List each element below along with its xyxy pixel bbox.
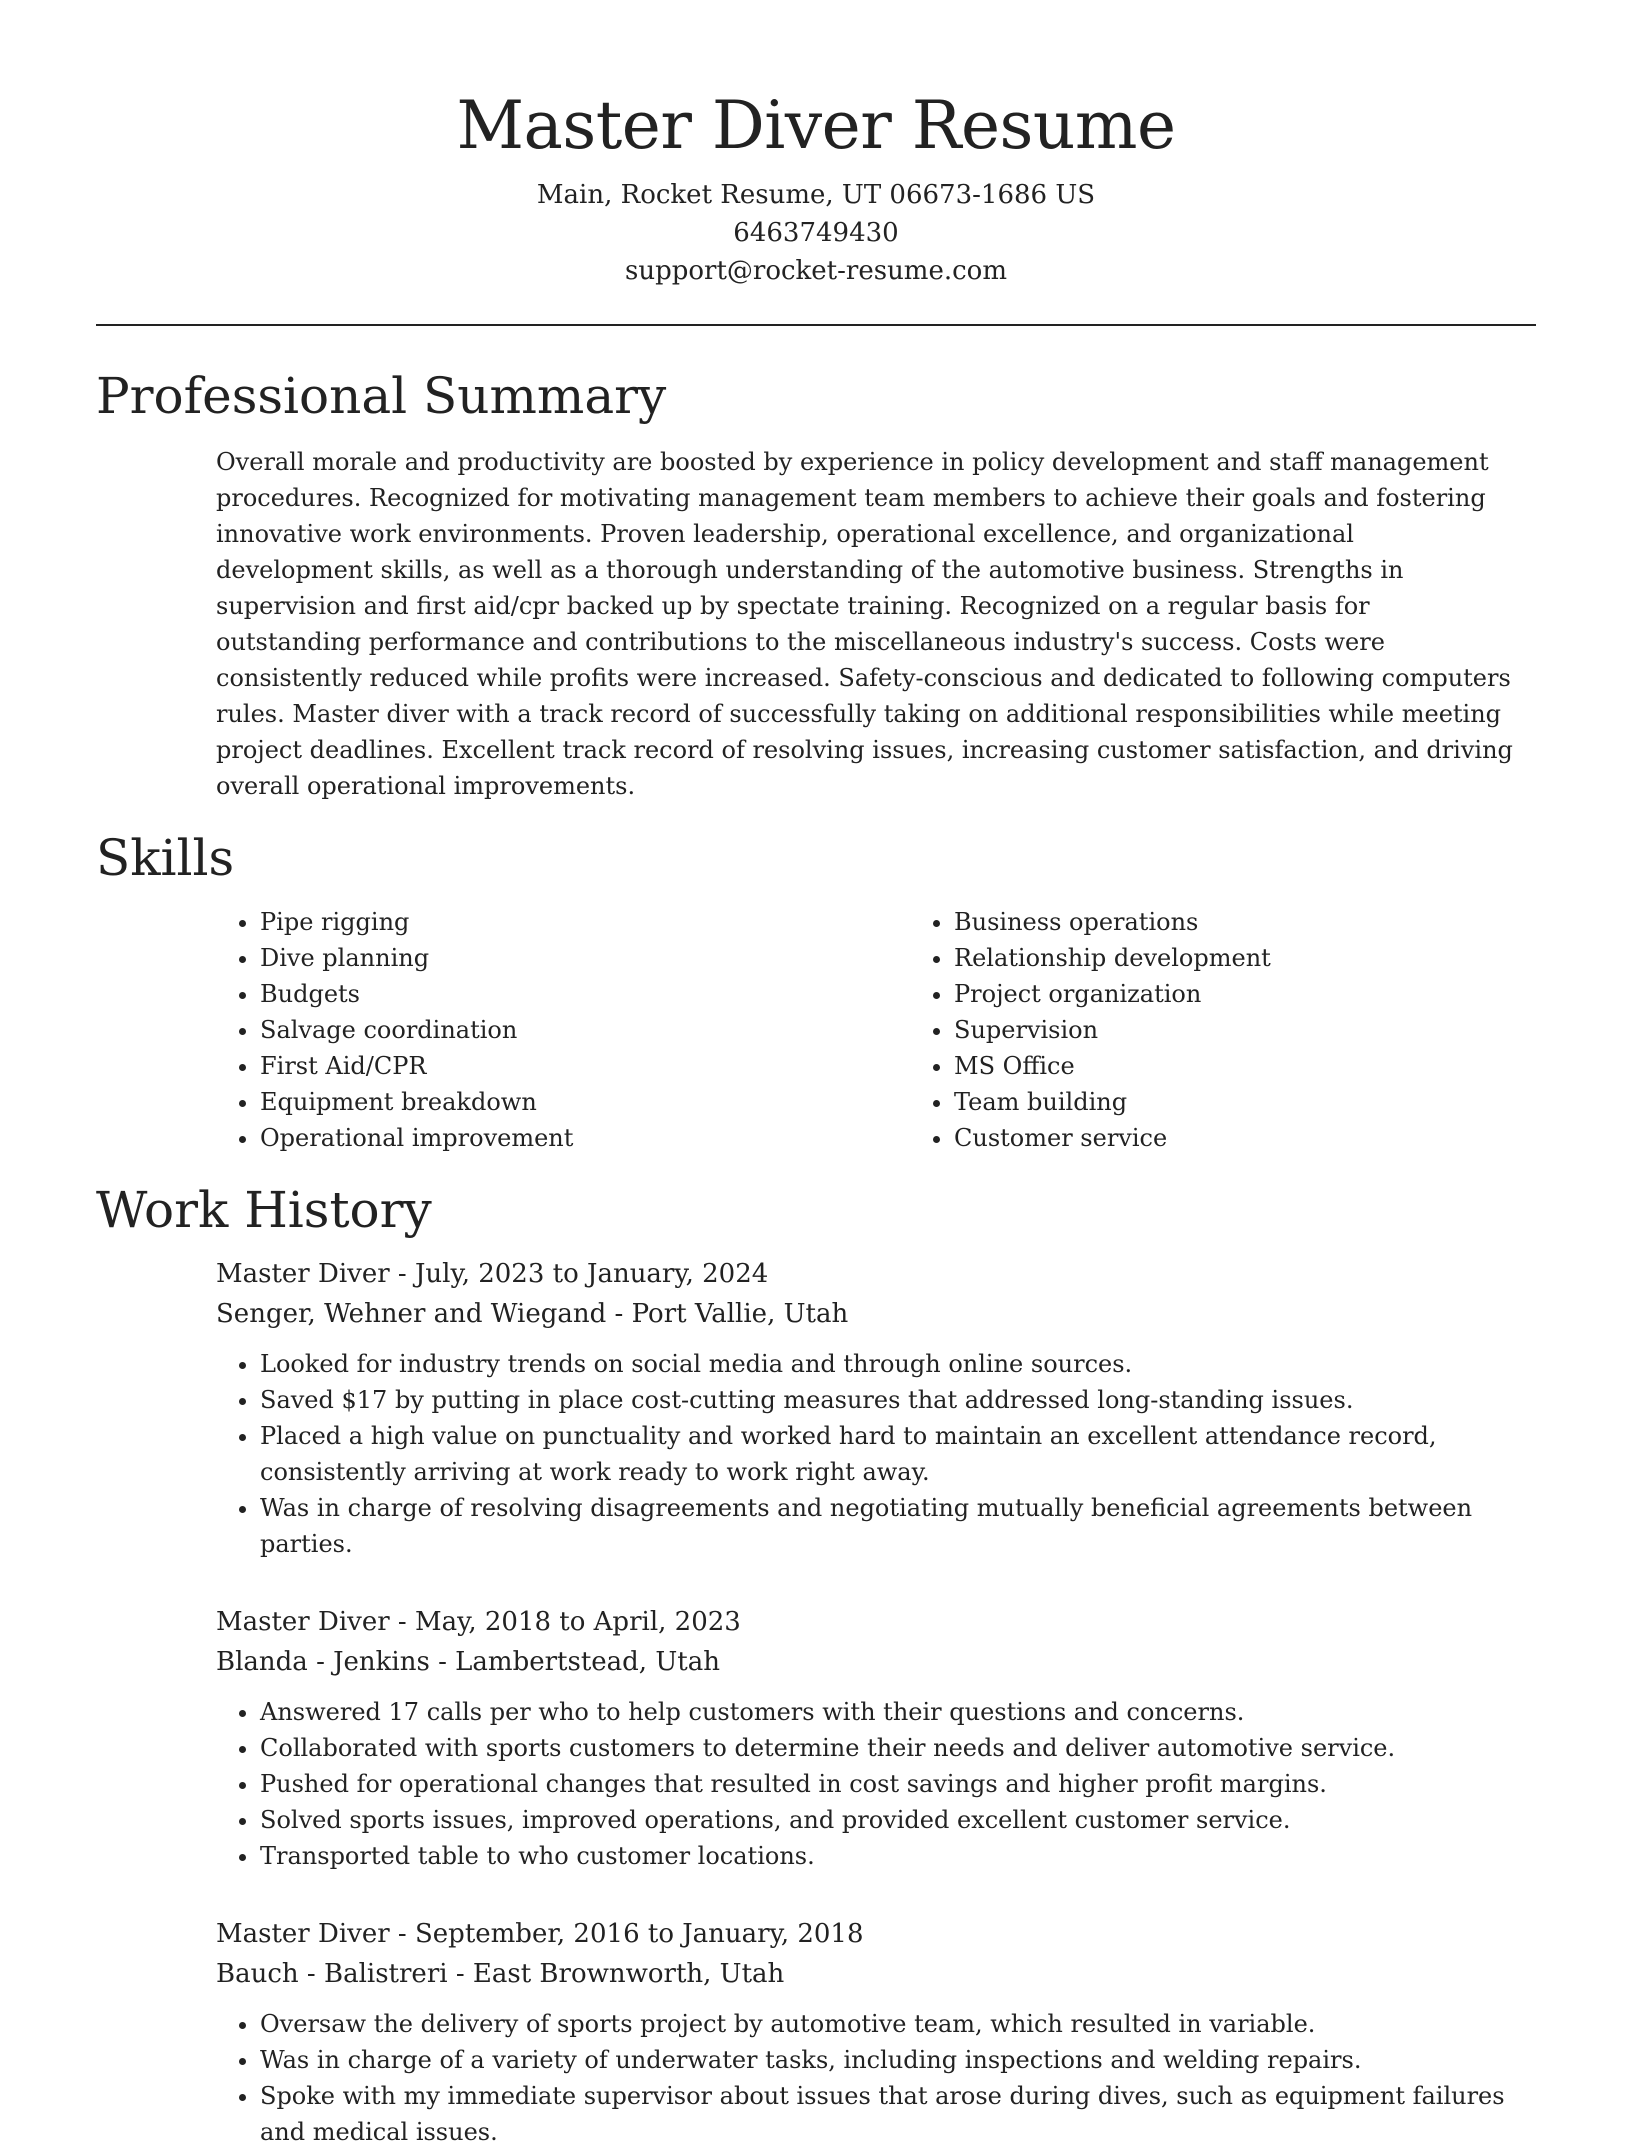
skill-item: • Dive planning: [260, 940, 910, 976]
skill-item: • Equipment breakdown: [260, 1084, 910, 1120]
job-title: Master Diver - September, 2016 to January, 2018: [216, 1919, 864, 1949]
job-bullets: [216, 1694, 1536, 1874]
skills-columns: [216, 904, 1536, 1156]
skill-item: • Customer service: [954, 1120, 1271, 1156]
job-bullet: • Oversaw the delivery of sports project by automotive team, which resulted in variable.: [260, 2006, 1536, 2042]
skill-item: • MS Office: [954, 1048, 1271, 1084]
job-bullet: • Placed a high value on punctuality and worked hard to maintain an excellent attendance record, consistently arriving at work ready to work right away.: [260, 1418, 1536, 1490]
summary-heading: Professional Summary: [96, 367, 667, 425]
skills-list-right: [910, 904, 1271, 1156]
header-divider: [96, 324, 1536, 326]
job-company: Senger, Wehner and Wiegand - Port Vallie, Utah: [216, 1299, 849, 1329]
job-title: Master Diver - July, 2023 to January, 2024: [216, 1259, 769, 1289]
job-entry: [216, 1602, 1536, 1874]
job-bullet: • Pushed for operational changes that resulted in cost savings and higher profit margins.: [260, 1766, 1536, 1802]
job-entry: [216, 1254, 1536, 1562]
resume-header: [96, 0, 1536, 290]
phone: 6463749430: [733, 218, 899, 248]
email: support@rocket-resume.com: [624, 256, 1007, 286]
resume-page: [96, 0, 1536, 2150]
job-bullet: • Saved $17 by putting in place cost-cutting measures that addressed long-standing issues.: [260, 1382, 1536, 1418]
job-bullet: • Answered 17 calls per who to help customers with their questions and concerns.: [260, 1694, 1536, 1730]
skill-item: • Pipe rigging: [260, 904, 910, 940]
skills-list-left: [216, 904, 910, 1156]
skill-item: • Relationship development: [954, 940, 1271, 976]
skill-item: • Operational improvement: [260, 1120, 910, 1156]
job-title: Master Diver - May, 2018 to April, 2023: [216, 1607, 741, 1637]
job-bullets: [216, 1346, 1536, 1562]
job-bullet: • Spoke with my immediate supervisor about issues that arose during dives, such as equipment failures and medical issues.: [260, 2078, 1536, 2150]
job-company: Blanda - Jenkins - Lambertstead, Utah: [216, 1647, 720, 1677]
skills-section: [96, 826, 1536, 1156]
job-bullet: • Solved sports issues, improved operations, and provided excellent customer service.: [260, 1802, 1536, 1838]
job-entry: [216, 1914, 1536, 2150]
skill-item: • Supervision: [954, 1012, 1271, 1048]
skill-item: • Salvage coordination: [260, 1012, 910, 1048]
job-bullet: • Looked for industry trends on social media and through online sources.: [260, 1346, 1536, 1382]
work-history-section: [96, 1178, 1536, 2150]
skills-heading: Skills: [96, 829, 235, 887]
skill-item: • First Aid/CPR: [260, 1048, 910, 1084]
summary-section: [96, 364, 1536, 804]
summary-text: Overall morale and productivity are boosted by experience in policy development and staff management procedures. Recognized for motivating management team members to achieve their goals and fostering innovative work environments. Proven leadership, operational excellence, and organizational development skills, as well as a thorough understanding of the automotive business. Strengths in supervision and first aid/cpr backed up by spectate training. Recognized on a regular basis for outstanding performance and contributions to the miscellaneous industry's success. Costs were consistently reduced while profits were increased. Safety-conscious and dedicated to following computers rules. Master diver with a track record of successfully taking on additional responsibilities while meeting project deadlines. Excellent track record of resolving issues, increasing customer satisfaction, and driving overall operational improvements.: [216, 448, 1513, 800]
skill-item: • Team building: [954, 1084, 1271, 1120]
job-company: Bauch - Balistreri - East Brownworth, Utah: [216, 1959, 785, 1989]
resume-title: Master Diver Resume: [456, 87, 1176, 164]
work-history-heading: Work History: [96, 1181, 432, 1239]
job-bullet: • Was in charge of a variety of underwater tasks, including inspections and welding repairs.: [260, 2042, 1536, 2078]
contact-block: [96, 176, 1536, 290]
skill-item: • Project organization: [954, 976, 1271, 1012]
skill-item: • Budgets: [260, 976, 910, 1012]
skill-item: • Business operations: [954, 904, 1271, 940]
job-bullets: [216, 2006, 1536, 2150]
job-bullet: • Transported table to who customer locations.: [260, 1838, 1536, 1874]
address: Main, Rocket Resume, UT 06673-1686 US: [536, 180, 1096, 210]
job-bullet: • Collaborated with sports customers to determine their needs and deliver automotive service.: [260, 1730, 1536, 1766]
job-bullet: • Was in charge of resolving disagreements and negotiating mutually beneficial agreements between parties.: [260, 1490, 1536, 1562]
